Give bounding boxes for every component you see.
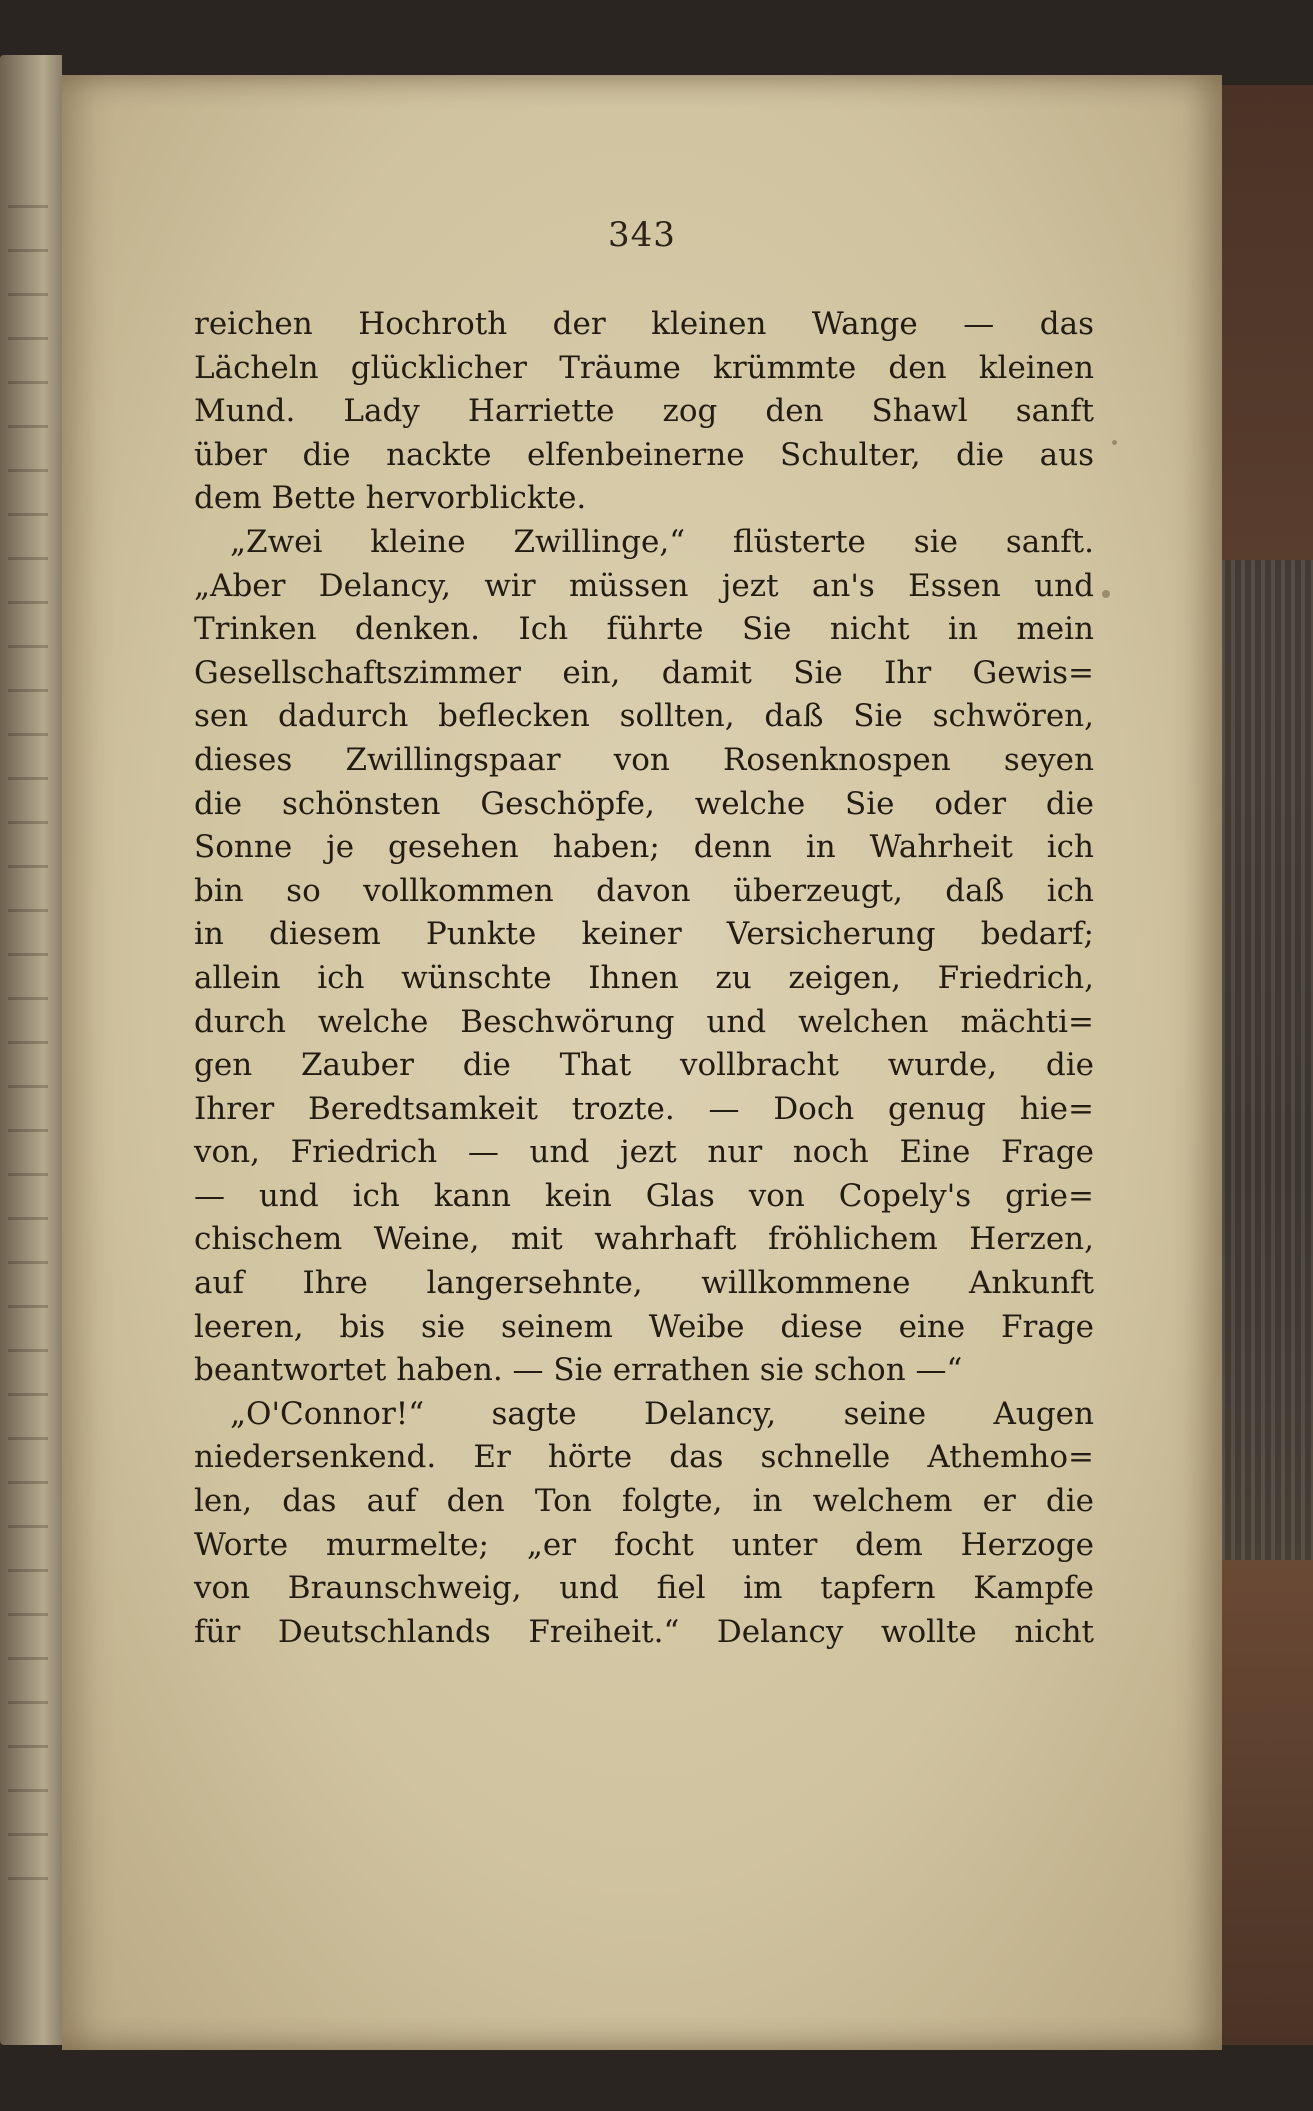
text-line: in diesem Punkte keiner Versicherung bedarf; [194,916,1094,953]
text-line: Gesellschaftszimmer ein, damit Sie Ihr Gewis= [194,654,1094,691]
text-line: niedersenkend. Er hörte das schnelle Athemho= [194,1439,1094,1476]
text-line: durch welche Beschwörung und welchen mächti= [194,1003,1094,1040]
text-line: beantwortet haben. — Sie errathen sie schon —“ [194,1352,963,1389]
text-line: chischem Weine, mit wahrhaft fröhlichem Herzen, [194,1221,1094,1258]
ink-spot [1112,440,1117,445]
text-line: allein ich wünschte Ihnen zu zeigen, Friedrich, [194,959,1094,996]
text-line: für Deutschlands Freiheit.“ Delancy wollte nicht [194,1613,1094,1650]
text-line: Sonne je gesehen haben; denn in Wahrheit ich [194,829,1094,866]
text-line: von Braunschweig, und fiel im tapfern Kampfe [194,1570,1094,1607]
text-line: sen dadurch beflecken sollten, daß Sie schwören, [194,698,1094,735]
text-line: Lächeln glücklicher Träume krümmte den kleinen [194,349,1094,386]
text-line: gen Zauber die That vollbracht wurde, die [194,1047,1094,1084]
text-line: „O'Connor!“ sagte Delancy, seine Augen [230,1395,1094,1432]
text-line: „Aber Delancy, wir müssen jezt an's Essen und [194,567,1094,604]
book-page [62,75,1222,2050]
left-page-edge [0,55,62,2045]
text-line: bin so vollkommen davon überzeugt, daß ich [194,872,1094,909]
text-line: len, das auf den Ton folgte, in welchem er die [194,1483,1094,1520]
text-line: „Zwei kleine Zwillinge,“ flüsterte sie sanft. [230,523,1094,560]
text-line: Worte murmelte; „er focht unter dem Herzoge [194,1526,1094,1563]
text-line: reichen Hochroth der kleinen Wange — das [194,306,1094,342]
left-page-text-shadow [8,205,48,1905]
page-number: 343 [608,215,676,255]
text-line: Mund. Lady Harriette zog den Shawl sanft [194,393,1094,430]
text-line: dem Bette hervorblickte. [194,480,587,517]
ink-spot [1102,590,1110,598]
text-line: von, Friedrich — und jezt nur noch Eine Frage [194,1134,1094,1171]
body-text [194,303,1094,1654]
text-line: Trinken denken. Ich führte Sie nicht in mein [194,611,1094,648]
text-line: auf Ihre langersehnte, willkommene Ankunft [194,1265,1094,1302]
text-line: — und ich kann kein Glas von Copely's grie= [194,1177,1094,1214]
text-line: die schönsten Geschöpfe, welche Sie oder die [194,785,1094,822]
text-line: über die nackte elfenbeinerne Schulter, die aus [194,436,1094,473]
text-line: leeren, bis sie seinem Weibe diese eine Frage [194,1308,1094,1345]
text-line: dieses Zwillingspaar von Rosenknospen seyen [194,741,1094,778]
text-line: Ihrer Beredtsamkeit trozte. — Doch genug hie= [194,1090,1094,1127]
